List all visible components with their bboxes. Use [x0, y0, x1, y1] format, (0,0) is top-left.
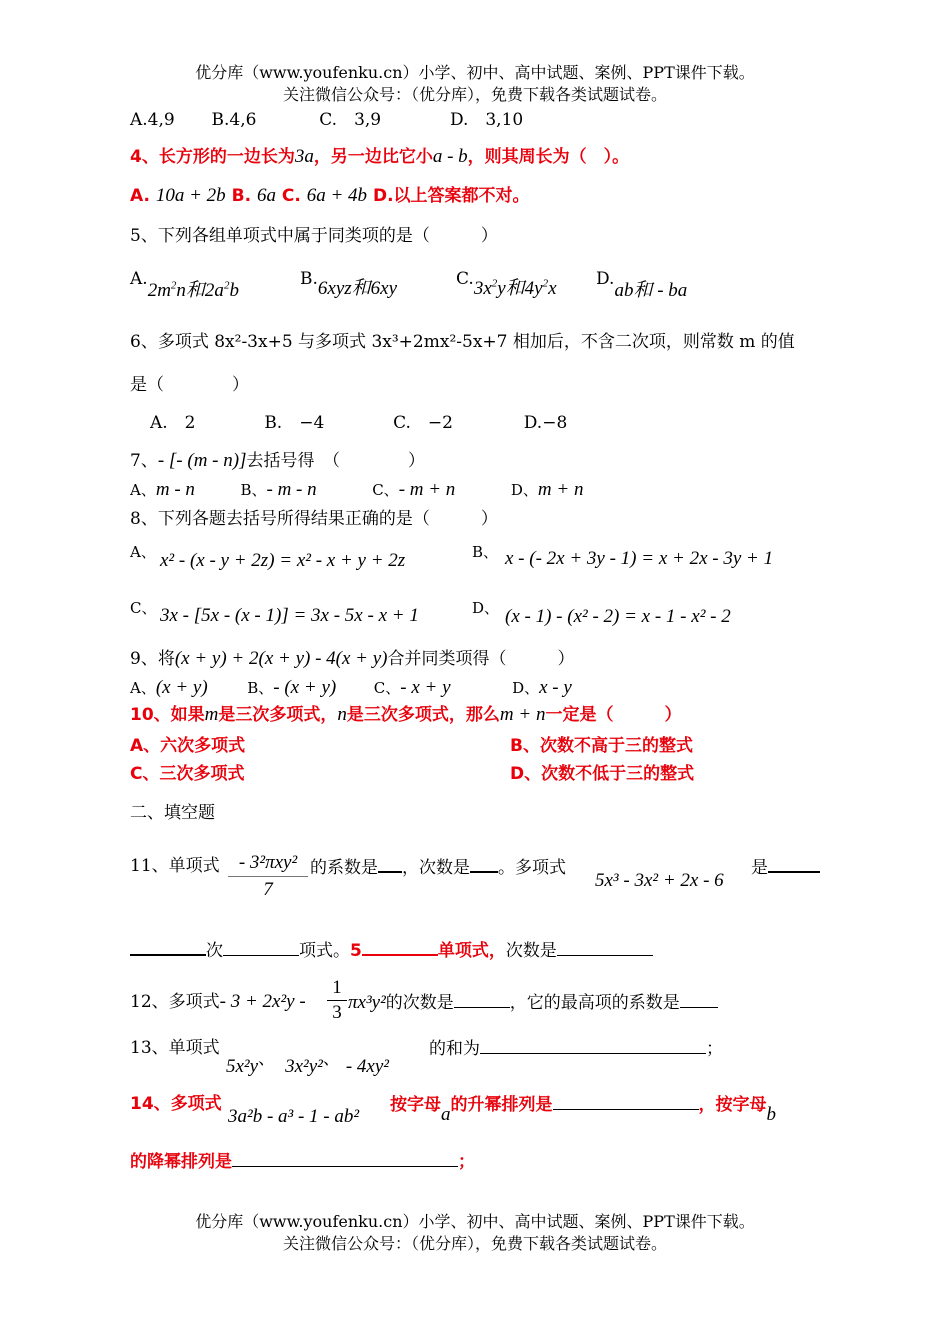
- q11-frac-den: 7: [263, 879, 273, 900]
- q11-line2-d: 单项式，: [437, 941, 506, 961]
- q14-stem-2-wrap: [390, 1093, 776, 1126]
- q7-option-d: m + n: [537, 479, 584, 500]
- question-10: [130, 704, 681, 726]
- q5-option-b: 6xyz和6xy: [317, 278, 398, 299]
- q3-option-a: A.4,9: [130, 110, 175, 130]
- q4-stem: 4、长方形的一边长为: [130, 147, 295, 167]
- q12-fraction: [327, 976, 347, 1025]
- q13-monomial-2: 3x²y²: [285, 1056, 323, 1077]
- q7-option-d-label: D、: [510, 481, 538, 499]
- q8-option-c-label: C、: [130, 599, 157, 617]
- q11-stem-rest: [310, 855, 566, 879]
- q11-line2-b: 项式。: [299, 941, 350, 961]
- question-6-line-2: 是（ ）: [130, 375, 249, 395]
- q10-stem-2: 是三次多项式，: [218, 705, 338, 725]
- q11-blank-poly-degree[interactable]: [768, 855, 820, 873]
- q6-option-a: A. 2: [150, 413, 196, 433]
- q8-option-c: 3x - [5x - (x - 1)] = 3x - 5x - x + 1: [160, 605, 419, 626]
- q13-rest: [429, 1037, 723, 1060]
- q11-polynomial: 5x³ - 3x² + 2x - 6: [595, 870, 724, 891]
- q13-blank-sum[interactable]: [480, 1037, 706, 1054]
- q10-option-c: C、三次多项式: [130, 764, 245, 784]
- q11-fraction: [228, 850, 308, 903]
- header-line-1: 优分库（www.youfenku.cn）小学、初中、高中试题、案例、PPT课件下载。: [195, 63, 755, 82]
- q3-option-d: D. 3,10: [449, 110, 524, 130]
- q4-stem-3: ，则其周长为（ ）。: [467, 147, 630, 167]
- q5-option-a-label: A.: [130, 269, 148, 289]
- q13-monomials: [226, 1048, 389, 1078]
- q12-expr-post: πx³y²: [348, 992, 386, 1013]
- q10-option-a: A、六次多项式: [130, 736, 246, 756]
- q12-frac-num: 1: [327, 976, 347, 1001]
- q14-blank-descending[interactable]: [232, 1150, 458, 1167]
- q4-stem-2: ，另一边比它小: [313, 147, 433, 167]
- q10-stem-3: 是三次多项式，那么: [346, 705, 500, 725]
- q13-sep-2: 、: [322, 1049, 340, 1069]
- q6-option-c: C. −2: [393, 413, 453, 433]
- q7-options: [130, 479, 583, 501]
- q14-line-2: [130, 1150, 475, 1173]
- q14-expr: 3a²b - a³ - 1 - ab²: [228, 1106, 360, 1127]
- q14-end: ；: [458, 1152, 475, 1172]
- q8-option-b: x - (- 2x + 3y - 1) = x + 2x - 3y + 1: [505, 548, 774, 569]
- q13-stem-1: 13、单项式: [130, 1038, 220, 1058]
- question-14: [130, 1093, 222, 1115]
- q11-blank-degree[interactable]: [470, 855, 498, 873]
- q4-option-b-label: B.: [231, 186, 252, 206]
- q6-option-b: B. −4: [264, 413, 325, 433]
- q9-options: [130, 677, 572, 699]
- q4-option-a-label: A.: [130, 186, 150, 206]
- q8-option-b-label: B、: [472, 543, 499, 561]
- q7-option-b: - m - n: [266, 479, 317, 500]
- q11-blank-monomial-degree[interactable]: [557, 939, 653, 956]
- q5-option-a: $2m^2n$和$2a^2b$: [147, 279, 239, 301]
- q9-stem-post: 合并同类项得（ ）: [387, 649, 575, 669]
- q9-option-a: (x + y): [155, 677, 208, 698]
- q4-expr-3a: 3a: [294, 146, 314, 167]
- q14-stem-2: 按字母: [390, 1095, 441, 1115]
- q10-stem-1: 10、如果: [130, 705, 205, 725]
- q5-option-c-wrap: [456, 268, 557, 300]
- q14-blank-ascending[interactable]: [553, 1093, 699, 1110]
- q8-option-d: (x - 1) - (x² - 2) = x - 1 - x² - 2: [505, 606, 731, 627]
- q5-option-d-wrap: [596, 268, 687, 302]
- q12-blank-degree[interactable]: [454, 991, 510, 1008]
- q14-line-2-text: 的降幂排列是: [130, 1152, 232, 1172]
- q14-letter-b: b: [766, 1104, 776, 1125]
- q11-blank-coefficient[interactable]: [378, 855, 402, 873]
- q7-option-a: m - n: [155, 479, 195, 500]
- header-line-2: 关注微信公众号：（优分库），免费下载各类试题试卷。: [282, 85, 667, 104]
- q6-option-d: D.−8: [523, 413, 568, 433]
- q7-option-c-label: C、: [372, 481, 399, 499]
- q8-option-a: x² - (x - y + 2z) = x² - x + y + 2z: [160, 550, 406, 571]
- footer-line-1: 优分库（www.youfenku.cn）小学、初中、高中试题、案例、PPT课件下载。: [195, 1212, 755, 1231]
- q4-option-d: D.以上答案都不对。: [372, 186, 530, 206]
- q4-expr-a-minus-b: a - b: [432, 146, 468, 167]
- q4-option-a: 10a + 2b: [155, 185, 226, 206]
- q9-option-b-label: B、: [247, 679, 274, 697]
- q11-line2-e: 次数是: [505, 941, 557, 961]
- q12-expr-pre: - 3 + 2x²y -: [219, 991, 306, 1012]
- q11-stem-3: ，次数是: [402, 858, 470, 878]
- q11-stem-5-wrap: [751, 855, 820, 879]
- q5-option-b-wrap: [300, 268, 397, 300]
- question-7: [130, 450, 425, 472]
- q13-stem-2: 的和为: [429, 1039, 480, 1059]
- q11-stem-4: 。多项式: [498, 858, 566, 878]
- q12-blank-coefficient[interactable]: [680, 991, 718, 1008]
- q14-stem-1: 14、多项式: [130, 1094, 222, 1114]
- q11-line-2: [130, 938, 653, 962]
- q12-frac-den: 3: [332, 1002, 342, 1023]
- q13-monomial-1: 5x²y: [226, 1056, 259, 1077]
- q4-option-b: 6a: [256, 185, 276, 206]
- q3-option-b: B.4,6: [211, 110, 257, 130]
- q12-stem-3: ，它的最高项的系数是: [509, 993, 680, 1013]
- q9-option-a-label: A、: [130, 679, 156, 697]
- question-5: 5、下列各组单项式中属于同类项的是（ ）: [130, 226, 498, 246]
- q13-end: ；: [706, 1039, 723, 1059]
- q10-m: m: [204, 704, 219, 725]
- q13-monomial-3: - 4xy²: [345, 1056, 389, 1077]
- q5-option-d: ab和 - ba: [614, 280, 688, 301]
- q11-line2-c: 5: [350, 941, 362, 961]
- q9-stem-pre: 9、将: [130, 649, 175, 669]
- section-title-fill-in: 二、填空题: [130, 803, 215, 823]
- q9-option-d-label: D、: [512, 679, 540, 697]
- q11-blank-terms[interactable]: [223, 939, 299, 956]
- q4-options: [130, 185, 530, 207]
- question-4: [130, 146, 629, 168]
- question-8: 8、下列各题去括号所得结果正确的是（ ）: [130, 509, 498, 529]
- q5-option-c-label: C.: [456, 269, 474, 289]
- q7-number: 7、: [130, 451, 158, 471]
- q11-line2-a: 次: [206, 941, 223, 961]
- q11-stem-2: 的系数是: [310, 858, 378, 878]
- q8-option-a-label: A、: [130, 543, 156, 561]
- question-6: 6、多项式 8x²-3x+5 与多项式 3x³+2mx²-5x+7 相加后，不含二次项，则常数 m 的值: [130, 332, 795, 352]
- q10-option-d: D、次数不低于三的整式: [510, 764, 695, 784]
- q5-option-c: $3x^2y$和$4y^2x$: [473, 277, 557, 299]
- q11-blank-poly-degree-2[interactable]: [130, 938, 206, 956]
- q7-stem: 去括号得 （ ）: [246, 451, 425, 471]
- q11-frac-num: - 3²πxy²: [228, 850, 308, 877]
- q7-expr: - [- (m - n)]: [157, 450, 247, 471]
- footer-line-2: 关注微信公众号：（优分库），免费下载各类试题试卷。: [282, 1234, 667, 1253]
- q10-option-b: B、次数不高于三的整式: [510, 736, 693, 756]
- q5-option-d-label: D.: [596, 269, 615, 289]
- q5-option-b-label: B.: [300, 269, 318, 289]
- q14-stem-4: ，按字母: [698, 1095, 767, 1115]
- q8-option-d-label: D、: [472, 599, 500, 617]
- q6-options: [150, 412, 567, 434]
- q9-option-c: - x + y: [400, 677, 451, 698]
- q13-sep-1: 、: [258, 1049, 276, 1069]
- q3-option-c: C. 3,9: [319, 110, 382, 130]
- q11-stem-1: 11、单项式: [130, 856, 220, 876]
- q10-n: n: [337, 704, 347, 725]
- q11-stem-5: 是: [751, 858, 768, 878]
- q3-options: [130, 109, 523, 131]
- q9-option-d: x - y: [539, 677, 572, 698]
- question-12: [130, 991, 306, 1013]
- q9-expr: (x + y) + 2(x + y) - 4(x + y): [174, 648, 388, 669]
- q4-option-c: 6a + 4b: [306, 185, 368, 206]
- q7-option-c: - m + n: [398, 479, 456, 500]
- q9-option-b: - (x + y): [273, 677, 337, 698]
- q7-option-b-label: B、: [240, 481, 267, 499]
- q14-stem-3: 的升幂排列是: [450, 1095, 553, 1115]
- q12-stem-1: 12、多项式: [130, 992, 220, 1012]
- question-9: [130, 648, 575, 670]
- q10-stem-4: 一定是（ ）: [545, 705, 682, 725]
- question-11: [130, 855, 220, 877]
- q7-option-a-label: A、: [130, 481, 156, 499]
- q12-rest: [348, 991, 718, 1014]
- question-13: [130, 1037, 220, 1059]
- q9-option-c-label: C、: [373, 679, 401, 697]
- q4-option-c-label: C.: [281, 186, 301, 206]
- q12-stem-2: 的次数是: [385, 993, 454, 1013]
- q5-options: [130, 268, 239, 304]
- q10-m-plus-n: m + n: [499, 704, 546, 725]
- q14-letter-a: a: [441, 1104, 451, 1125]
- q11-blank-monomial[interactable]: [362, 938, 438, 956]
